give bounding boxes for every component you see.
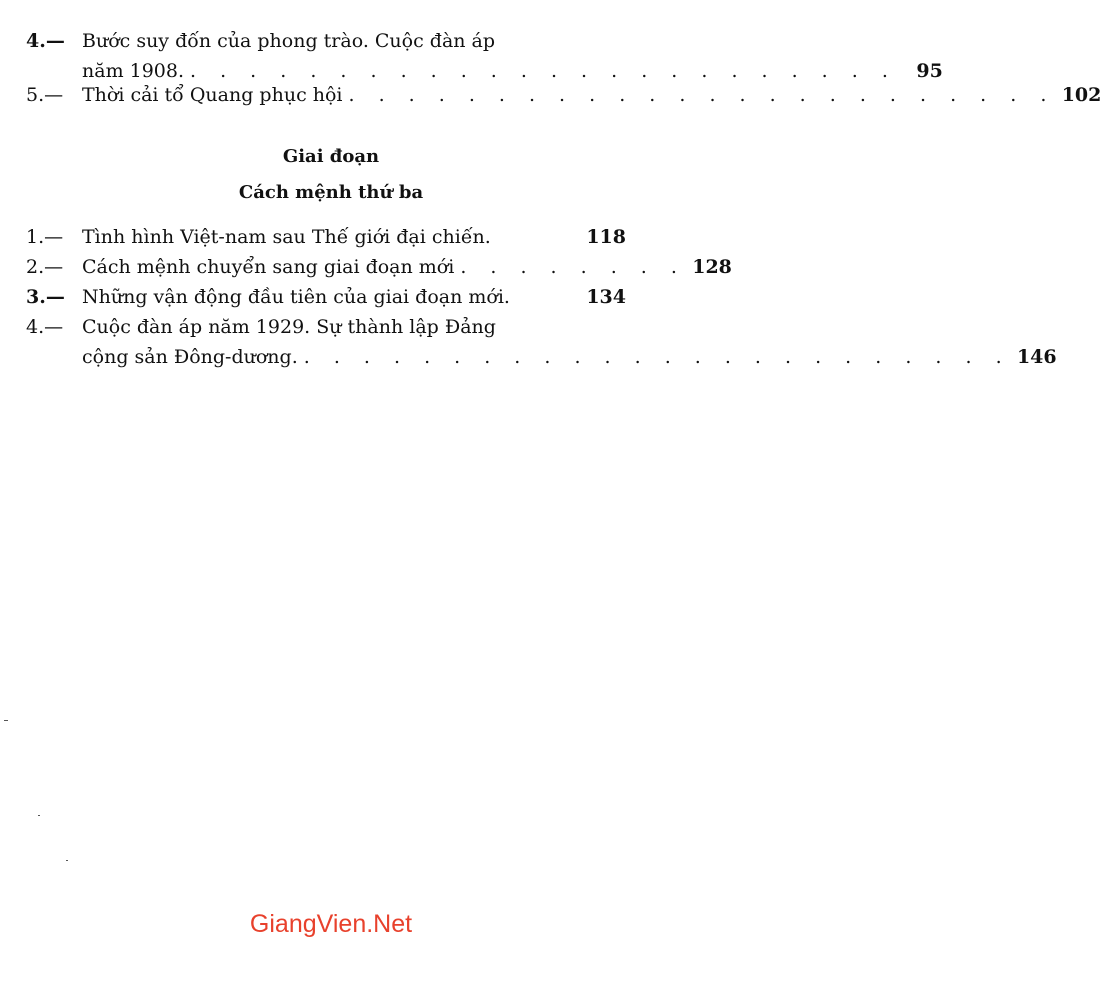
- toc-entry-4-part3[interactable]: [26, 312, 1057, 372]
- section-heading: Giai đoạn: [282, 146, 380, 167]
- dot-leader: . . . . . . . .: [460, 256, 686, 278]
- section-subheading: Cách mệnh thứ ba: [238, 182, 424, 203]
- scan-speck: [66, 860, 68, 861]
- entry-title: Những vận động đầu tiên của giai đoạn mới.: [82, 286, 510, 308]
- entry-number: 3.—: [26, 286, 65, 308]
- entry-number: 5.—: [26, 84, 64, 106]
- dot-leader: . . . . . . . . . . . . . . . . . . . . . . . .: [303, 346, 1011, 368]
- entry-page: 118: [586, 226, 626, 248]
- scan-speck: [38, 815, 40, 816]
- entry-title-cont: cộng sản Đông-dương.: [82, 346, 298, 368]
- entry-title-cont: năm 1908.: [82, 60, 185, 82]
- entry-title: Cách mệnh chuyển sang giai đoạn mới: [82, 256, 455, 278]
- toc-entry-1-part3[interactable]: [26, 222, 626, 252]
- entry-number: 4.—: [26, 30, 65, 52]
- entry-number: 4.—: [26, 316, 64, 338]
- dot-leader: . . . . . . . . . . . . . . . . . . . . . . . .: [190, 60, 897, 82]
- watermark-text: GiangVien.Net: [249, 910, 413, 938]
- entry-page: 146: [1016, 346, 1057, 368]
- entry-page: 102: [1061, 84, 1101, 106]
- entry-page: 128: [692, 256, 732, 278]
- entry-number: 2.—: [26, 256, 64, 278]
- toc-entry-4-part2[interactable]: [26, 26, 943, 86]
- toc-entry-3-part3[interactable]: [26, 282, 626, 312]
- toc-entry-2-part3[interactable]: [26, 252, 732, 282]
- entry-title: Thời cải tổ Quang phục hội: [82, 84, 343, 106]
- entry-title: Tình hình Việt-nam sau Thế giới đại chiến.: [82, 226, 491, 248]
- dot-leader: . . . . . . . . . . . . . . . . . . . . . . . .: [348, 84, 1056, 106]
- entry-page: 95: [916, 60, 943, 82]
- entry-number: 1.—: [26, 226, 64, 248]
- scan-speck: [4, 720, 8, 721]
- entry-page: 134: [586, 286, 626, 308]
- toc-entry-5-part2[interactable]: [26, 80, 1101, 110]
- entry-title: Bước suy đốn của phong trào. Cuộc đàn áp: [82, 30, 496, 52]
- entry-title: Cuộc đàn áp năm 1929. Sự thành lập Đảng: [82, 316, 496, 338]
